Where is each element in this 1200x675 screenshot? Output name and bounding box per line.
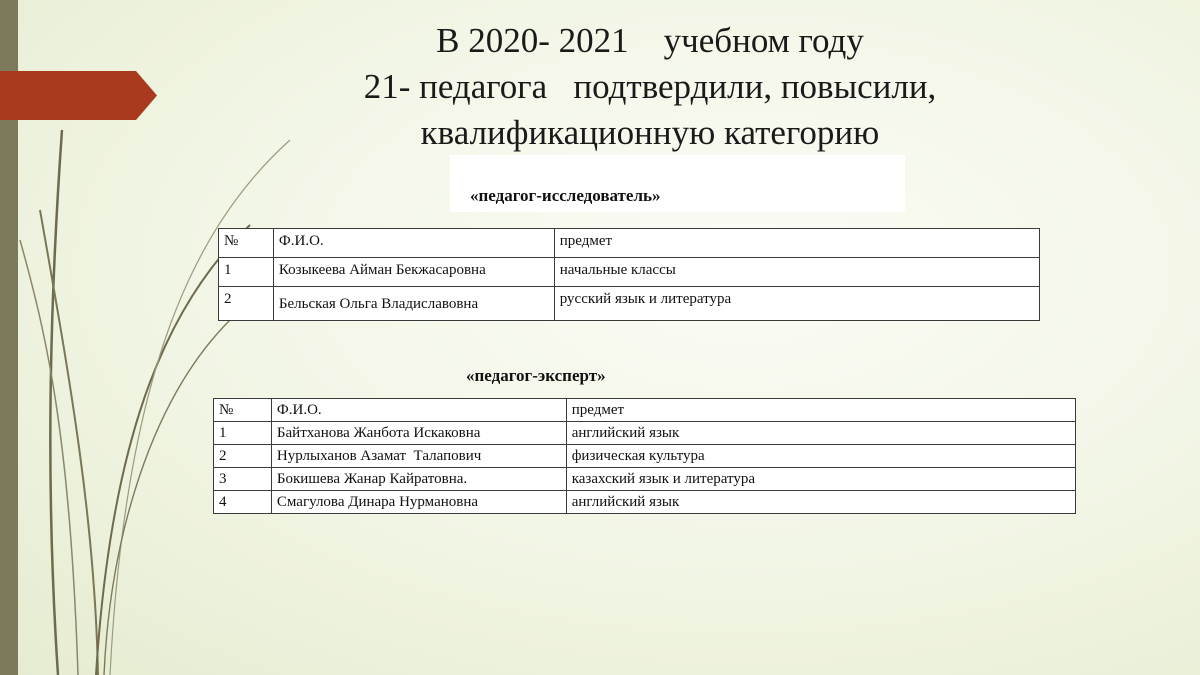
expert-table	[213, 398, 1076, 514]
table-row	[219, 287, 1040, 321]
title-line-3: квалификационную категорию	[420, 113, 880, 152]
arrow-pennant-icon	[0, 71, 157, 120]
researcher-table	[218, 228, 1040, 321]
header-subject: предмет	[554, 229, 1039, 258]
section-heading-expert: «педагог-эксперт»	[466, 366, 606, 385]
row-number: 1	[219, 258, 274, 287]
row-name: Бельская Ольга Владиславовна	[273, 287, 554, 321]
title-line-2: 21- педагога подтвердили, повысили,	[363, 67, 937, 106]
header-name: Ф.И.О.	[273, 229, 554, 258]
header-number: №	[214, 399, 272, 422]
table-row	[219, 258, 1040, 287]
table-row	[214, 468, 1076, 491]
table-row	[214, 422, 1076, 445]
table-header-row	[214, 399, 1076, 422]
row-subject: казахский язык и литература	[566, 468, 1075, 491]
row-subject: физическая культура	[566, 445, 1075, 468]
header-name: Ф.И.О.	[271, 399, 566, 422]
table-header-row	[219, 229, 1040, 258]
row-name: Нурлыханов Азамат Талапович	[271, 445, 566, 468]
title-line-1: В 2020- 2021 учебном году	[436, 21, 864, 60]
table-row	[214, 445, 1076, 468]
row-number: 2	[214, 445, 272, 468]
section-heading-researcher: «педагог-исследователь»	[470, 186, 661, 205]
row-number: 2	[219, 287, 274, 321]
header-number: №	[219, 229, 274, 258]
row-subject: английский язык	[566, 491, 1075, 514]
row-subject: начальные классы	[554, 258, 1039, 287]
row-name: Козыкеева Айман Бекжасаровна	[273, 258, 554, 287]
row-number: 3	[214, 468, 272, 491]
row-number: 4	[214, 491, 272, 514]
row-name: Смагулова Динара Нурмановна	[271, 491, 566, 514]
row-name: Байтханова Жанбота Искаковна	[271, 422, 566, 445]
row-subject: русский язык и литература	[554, 287, 1039, 321]
table-row	[214, 491, 1076, 514]
header-subject: предмет	[566, 399, 1075, 422]
row-subject: английский язык	[566, 422, 1075, 445]
row-number: 1	[214, 422, 272, 445]
slide-title	[300, 18, 1000, 156]
row-name: Бокишева Жанар Кайратовна.	[271, 468, 566, 491]
